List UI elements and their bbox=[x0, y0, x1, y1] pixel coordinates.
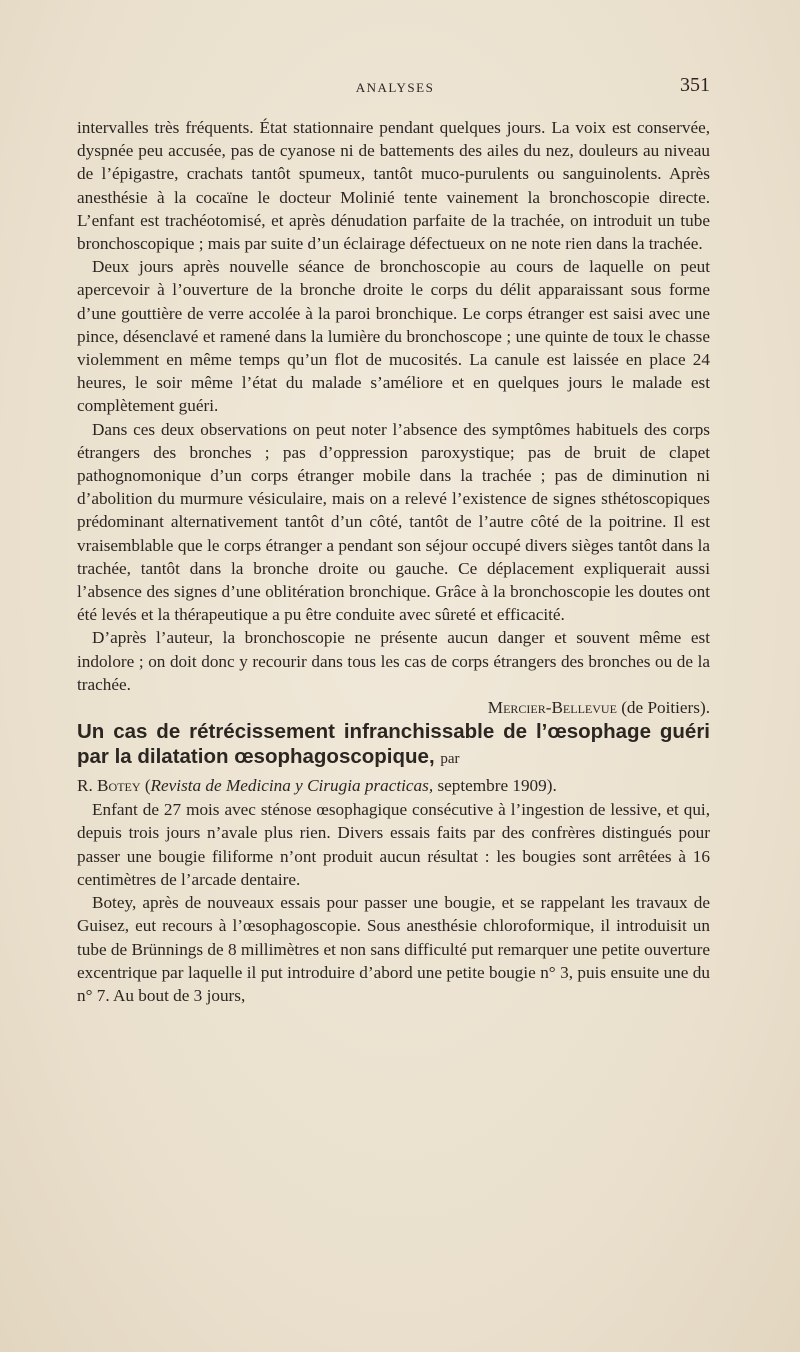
page-number: 351 bbox=[680, 74, 710, 96]
article-title: Un cas de rétrécissement infranchissable de l’œsophage guéri par la dilatation œsophagoscopique, bbox=[77, 720, 710, 769]
running-head: ANALYSES bbox=[355, 80, 435, 95]
paragraph: Deux jours après nouvelle séance de bronchoscopie au cours de laquelle on peut apercevoir à l’ouverture de la bronche droite le corps du délit apparaissant sous forme d’une gouttière de verre accolée à la paroi bronchique. Le corps étranger est saisi avec une pince, désenclavé et ramené dans la lumière du bronchoscope ; une quinte de toux le chasse violemment en même temps qu’un flot de mucosités. La canule est laissée en place 24 heures, le soir même l’état du malade s’améliore et en quelques jours le malade est complètement guéri. bbox=[77, 257, 710, 416]
article-by: par bbox=[440, 751, 460, 768]
paragraph: Enfant de 27 mois avec sténose œsophagique consécutive à l’ingestion de lessive, et qui, depuis trois jours n’avale plus rien. Divers essais faits par des confrères distingués pour passer une bougie filiforme n’ont produit aucun résultat : les bougies sont arrêtées à 16 centimètres de l’arcade dentaire. bbox=[77, 800, 710, 889]
signature bbox=[77, 696, 710, 719]
paragraph: intervalles très fréquents. État stationnaire pendant quelques jours. La voix est conservée, dyspnée peu accusée, pas de cyanose ni de battements des ailes du nez, douleurs au niveau de l’épigastre, crachats tantôt spumeux, tantôt muco-purulents ou sanguinolents. Après anesthésie à la cocaïne le docteur Molinié tente vainement la bronchoscopie directe. L’enfant est trachéotomisé, et après dénudation parfaite de la trachée, on introduit un tube bronchoscopique ; mais par suite d’un éclairage défectueux on ne note rien dans la trachée. bbox=[77, 118, 710, 254]
paragraph: Dans ces deux observations on peut noter l’absence des symptômes habituels des corps étrangers des bronches ; pas d’oppression paroxystique; pas de bruit de clapet pathognomonique d’un corps étranger mobile dans la trachée ; pas de diminution ni d’abolition du murmure vésiculaire, mais on a relevé l’existence de signes sthétoscopiques prédominant alternativement tantôt d’un côté, tantôt de l’autre côté de la poitrine. Il est vraisemblable que le corps étranger a pendant son séjour occupé divers sièges tantôt dans la trachée, tantôt dans la bronche droite ou gauche. Ce déplacement expliquerait aussi l’absence des signes d’une oblitération bronchique. Grâce à la bronchoscopie les doutes ont été levés et la thérapeutique a pu être conduite avec sûreté et efficacité. bbox=[77, 419, 710, 625]
signature-place: (de Poitiers). bbox=[621, 698, 710, 718]
paragraph: D’après l’auteur, la bronchoscopie ne présente aucun danger et souvent même est indolore ; on doit donc y recourir dans tous les cas de corps étrangers des bronches ou de la trachée. bbox=[77, 628, 710, 694]
paragraph: Botey, après de nouveaux essais pour passer une bougie, et se rappelant les travaux de Guisez, eut recours à l’œsophagoscopie. Sous anesthésie chloroformique, il introduisit un tube de Brünnings de 8 millimètres et non sans difficulté put remarquer une petite ouverture excentrique par laquelle il put introduire d’abord une petite bougie n° 3, puis ensuite une du n° 7. Au bout de 3 jours, bbox=[77, 893, 710, 1005]
page-header bbox=[80, 74, 710, 104]
article-author: R. Botey bbox=[77, 776, 141, 796]
article-heading: Un cas de rétrécissement infranchissable de l’œsophage guéri par la dilatation œsophagoscopique, par R. Botey (Revista de Medicina y Cirugia practicas, septembre 1909). bbox=[77, 720, 710, 796]
article-body bbox=[77, 116, 710, 1007]
article-date: septembre 1909). bbox=[437, 776, 557, 796]
signature-name: Mercier-Bellevue bbox=[487, 698, 617, 718]
article-journal: Revista de Medicina y Cirugia practicas, bbox=[150, 776, 434, 796]
